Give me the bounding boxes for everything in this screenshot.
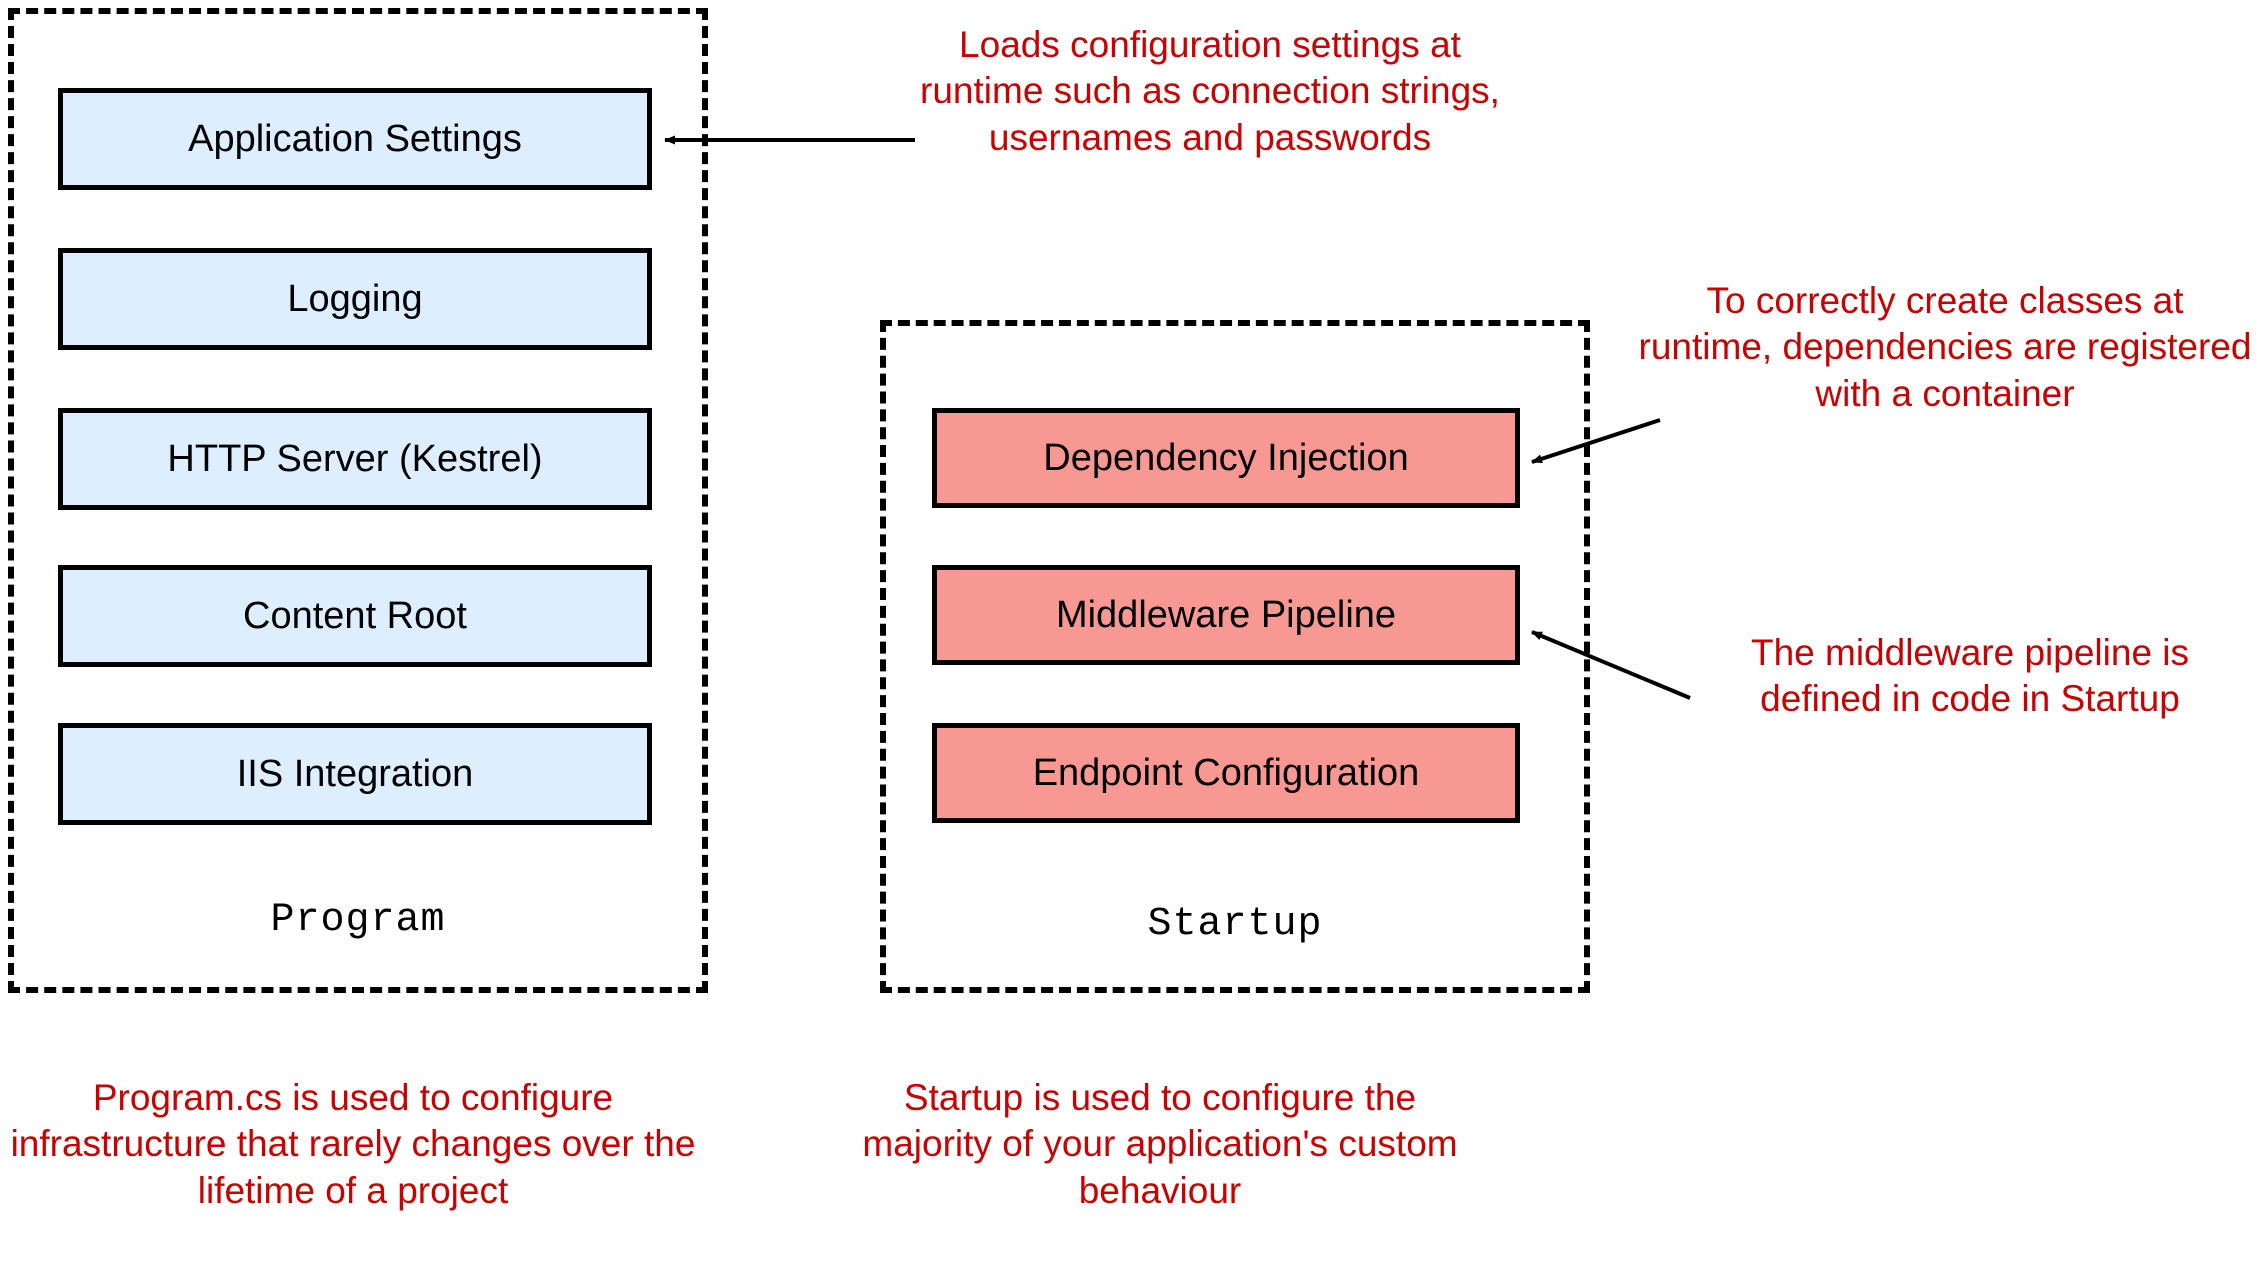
box-iis-integration <box>58 723 652 825</box>
group-startup-label: Startup <box>1147 902 1323 947</box>
box-endpoint-configuration <box>932 723 1520 823</box>
caption-program: Program.cs is used to configure infrastructure that rarely changes over the lifetime of a project <box>10 1077 696 1211</box>
caption-startup: Startup is used to configure the majority of your application's custom behaviour <box>862 1077 1458 1211</box>
box-middleware-pipeline-label: Middleware Pipeline <box>1055 593 1397 636</box>
box-dependency-injection <box>932 408 1520 508</box>
annotation-dependency-injection: To correctly create classes at runtime, dependencies are registered with a container <box>1638 280 2252 414</box>
group-program-label: Program <box>270 898 446 943</box>
box-content-root <box>58 565 652 667</box>
box-endpoint-configuration-label: Endpoint Configuration <box>1032 751 1420 794</box>
box-logging-label: Logging <box>287 277 423 320</box>
box-application-settings <box>58 88 652 190</box>
annotation-middleware: The middleware pipeline is defined in code in Startup <box>1750 632 2190 720</box>
annotation-configuration: Loads configuration settings at runtime such as connection strings, usernames and passwords <box>920 24 1500 158</box>
box-content-root-label: Content Root <box>243 594 467 637</box>
box-application-settings-label: Application Settings <box>188 117 522 160</box>
box-http-server <box>58 408 652 510</box>
box-logging <box>58 248 652 350</box>
box-http-server-label: HTTP Server (Kestrel) <box>167 437 543 480</box>
box-iis-integration-label: IIS Integration <box>236 752 474 795</box>
box-middleware-pipeline <box>932 565 1520 665</box>
box-dependency-injection-label: Dependency Injection <box>1043 436 1409 479</box>
